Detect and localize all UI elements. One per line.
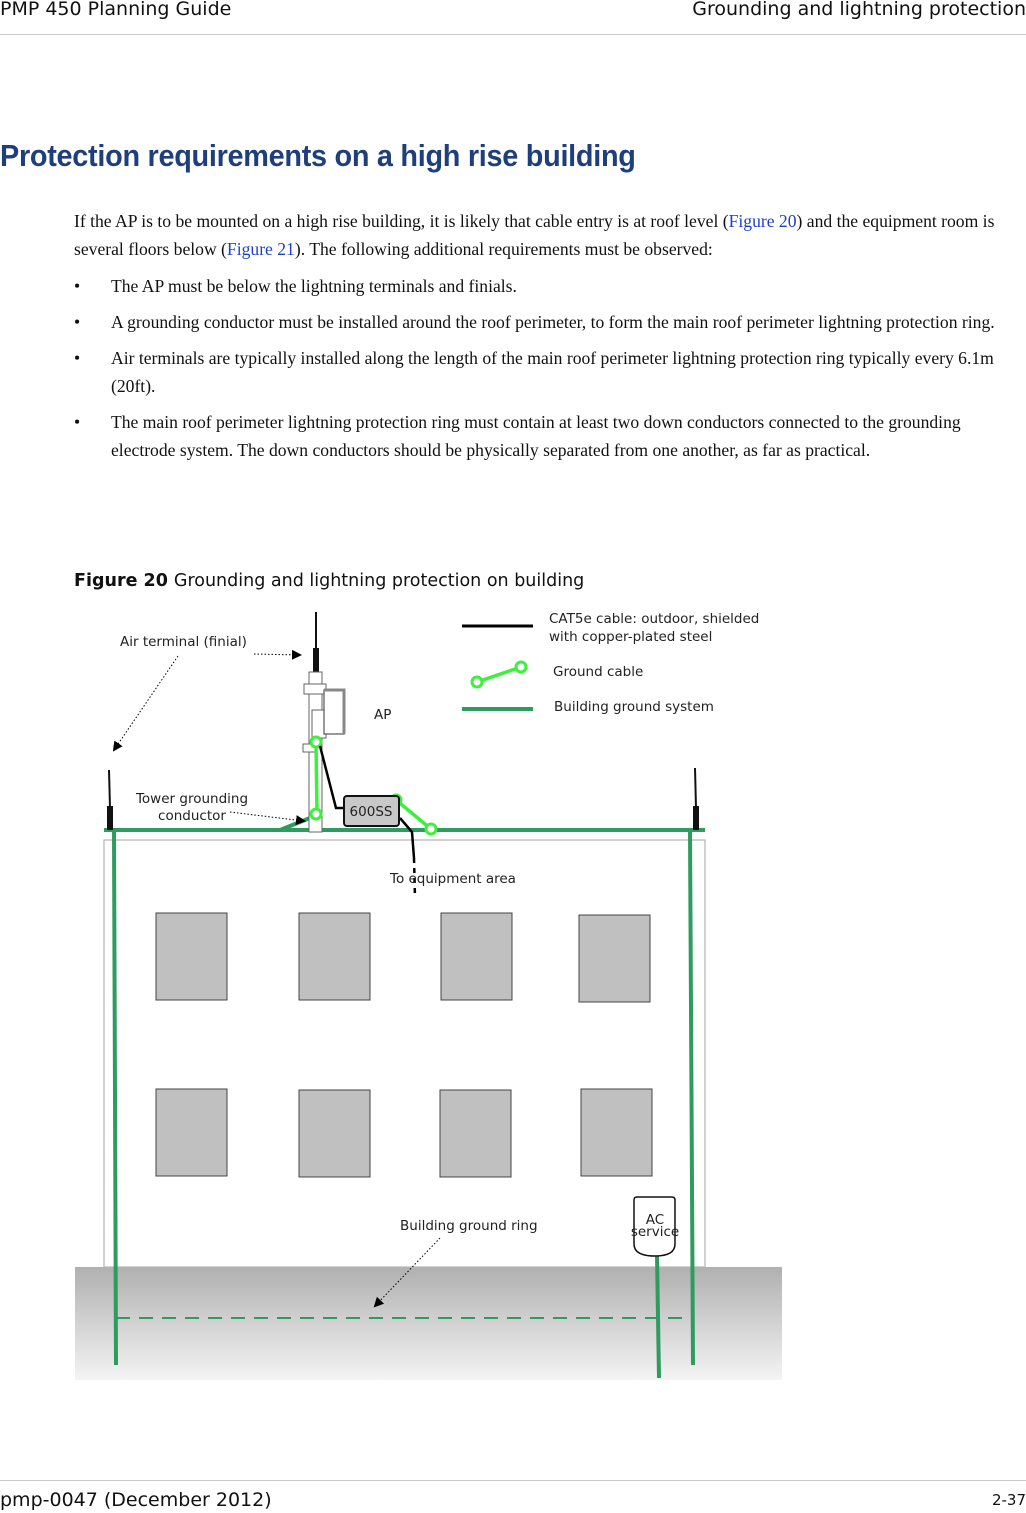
intro-text-1: If the AP is to be mounted on a high rise building, it is likely that cable entry is at roof level ( <box>74 211 729 231</box>
window <box>441 913 512 1000</box>
bullet-icon: • <box>74 412 81 432</box>
window <box>440 1090 511 1177</box>
window <box>299 1090 370 1177</box>
ss-ground-cable <box>396 800 431 829</box>
building-outline <box>104 840 705 1267</box>
list-item <box>74 408 1026 464</box>
window <box>299 913 370 1000</box>
ac-service-label-2: service <box>630 1224 680 1240</box>
ground-area <box>75 1267 782 1380</box>
header-doc-title: PMP 450 Planning Guide <box>0 0 232 20</box>
bullet-icon: • <box>74 348 81 368</box>
list-item-text: The AP must be below the lightning terminals and finials. <box>111 276 517 296</box>
page-footer <box>0 1480 1026 1513</box>
ap-antenna-icon <box>324 690 344 734</box>
bullet-icon: • <box>74 312 81 332</box>
ss-unit-label: 600SS <box>349 804 393 820</box>
bullet-icon: • <box>74 276 81 296</box>
list-item-text: The main roof perimeter lightning protection ring must contain at least two down conductors connected to the grounding electrode system. The down conductors should be physically separated from one another, as far as practical. <box>111 412 961 460</box>
window <box>581 1089 652 1176</box>
figure-21-link[interactable]: Figure 21 <box>226 239 295 259</box>
down-conductor-left <box>114 830 116 1365</box>
legend-building-ground-label: Building ground system <box>554 699 714 715</box>
footer-doc-id: pmp-0047 (December 2012) <box>0 1489 272 1511</box>
tower-grounding-label-1: Tower grounding <box>135 791 249 807</box>
page-header <box>0 0 1026 35</box>
section-heading: Protection requirements on a high rise building <box>0 138 636 173</box>
header-section-title: Grounding and lightning protection <box>692 0 1026 20</box>
legend-ground-cable-swatch <box>477 667 521 682</box>
cat5e-cable-ap <box>320 746 344 808</box>
intro-paragraph <box>74 207 1026 263</box>
to-equipment-area-label: To equipment area <box>390 871 516 887</box>
list-item <box>74 308 1026 336</box>
legend-cat5e-label-2: with copper-plated steel <box>549 629 713 645</box>
ac-service-label-1: AC <box>645 1212 665 1228</box>
requirements-list <box>74 272 1026 472</box>
figure-caption <box>74 571 584 591</box>
ac-service-ground <box>657 1255 659 1378</box>
window <box>156 913 227 1000</box>
page-number: 2-37 <box>991 1491 1026 1509</box>
building-grounding-diagram <box>0 590 1026 1390</box>
list-item-text: Air terminals are typically installed along the length of the main roof perimeter lightning protection ring typically every 6.1m (20ft). <box>111 348 994 396</box>
ap-label: AP <box>374 707 392 723</box>
intro-text-2: ) and the equipment room is several floors below ( <box>74 211 995 259</box>
window <box>579 915 650 1002</box>
figure-number: Figure 20 <box>74 571 168 591</box>
window <box>156 1089 227 1176</box>
legend <box>462 611 759 715</box>
legend-cat5e-label-1: CAT5e cable: outdoor, shielded <box>549 611 760 627</box>
figure-caption-text: Grounding and lightning protection on building <box>173 571 585 591</box>
tower-grounding-label-2: conductor <box>158 808 226 824</box>
mast <box>303 612 326 832</box>
list-item <box>74 344 1026 400</box>
ap-ground-cable <box>316 744 317 812</box>
list-item <box>74 272 1026 300</box>
intro-text-3: ). The following additional requirements must be observed: <box>294 239 713 259</box>
legend-ground-cable-label: Ground cable <box>553 664 644 680</box>
list-item-text: A grounding conductor must be installed around the roof perimeter, to form the main roof perimeter lightning protection ring. <box>111 312 995 332</box>
figure-20-link[interactable]: Figure 20 <box>728 211 797 231</box>
building-ground-ring-label: Building ground ring <box>400 1218 538 1234</box>
air-terminal-label: Air terminal (finial) <box>120 634 247 650</box>
